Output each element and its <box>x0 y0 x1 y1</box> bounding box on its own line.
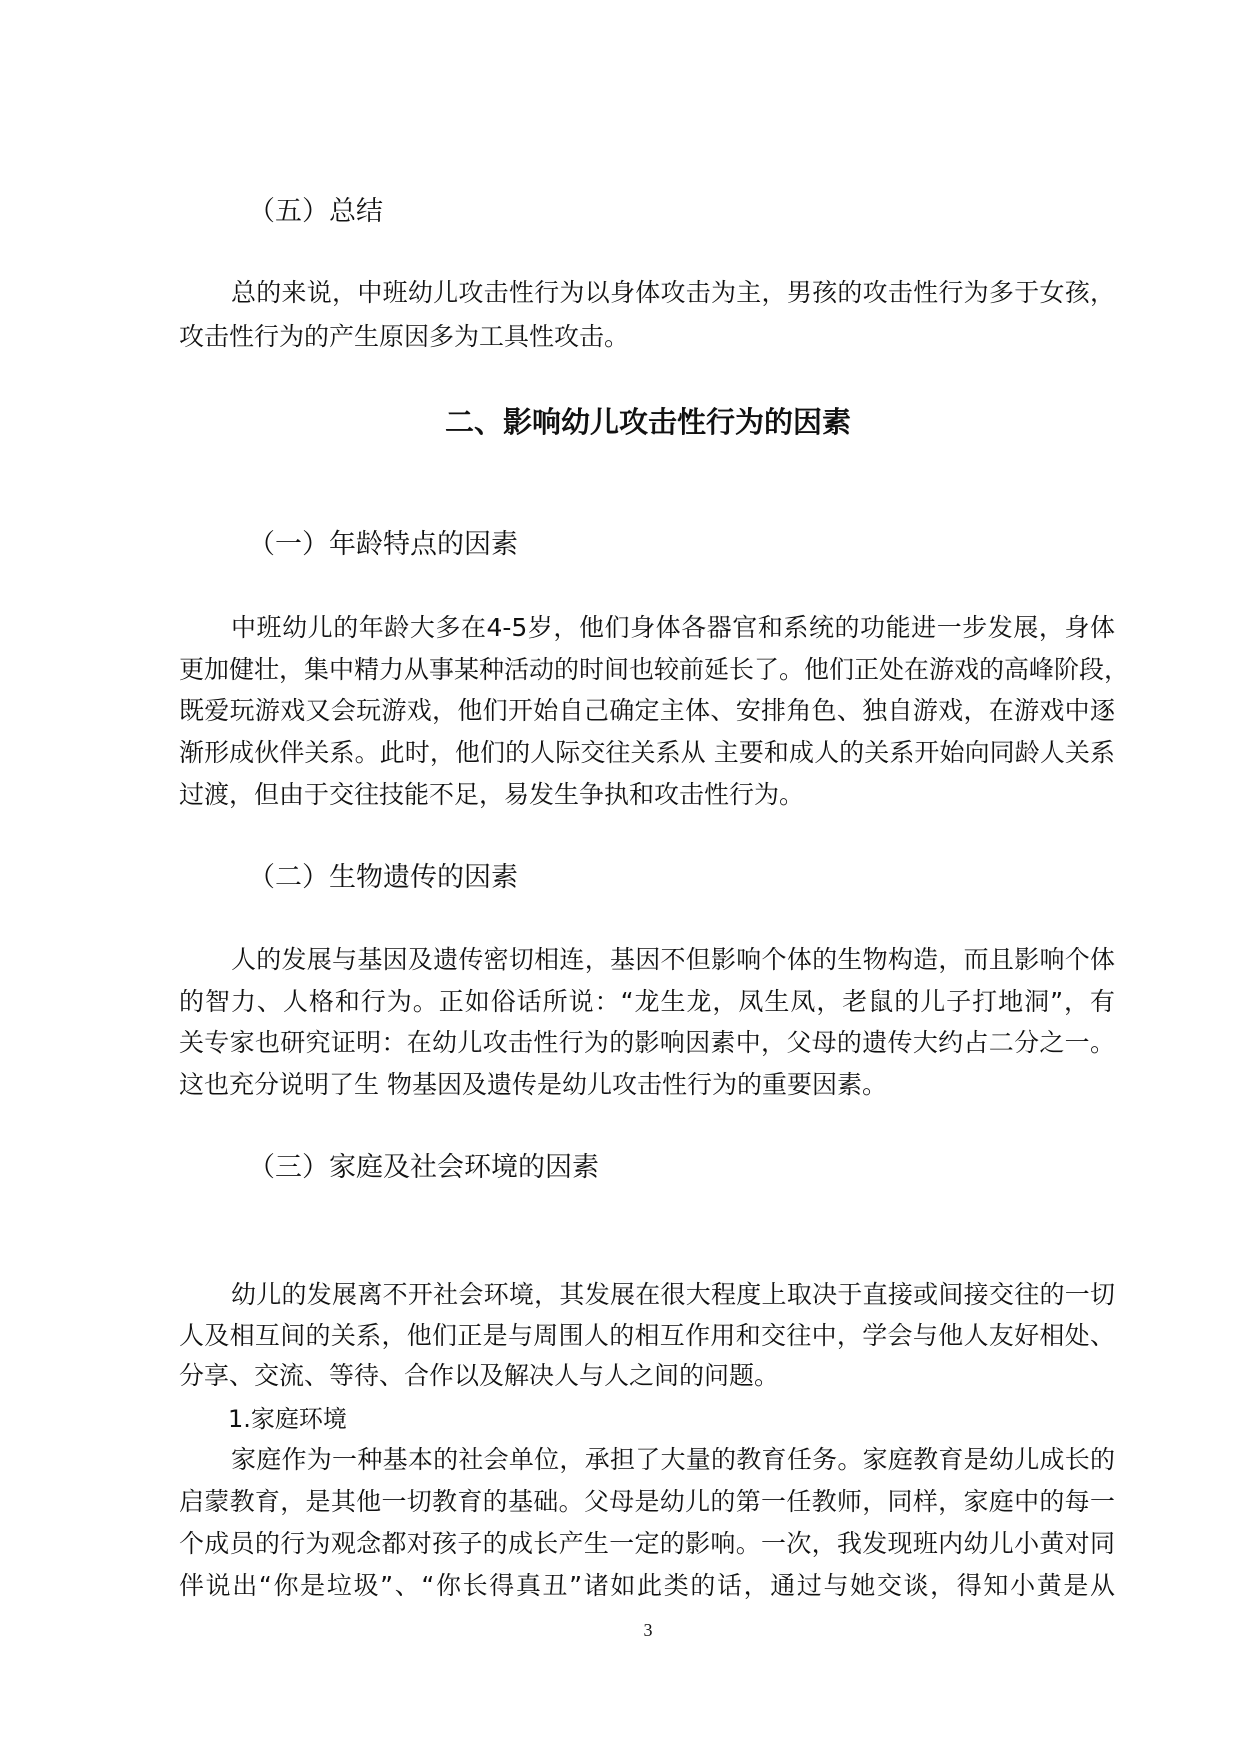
paragraph-line: 过渡，但由于交往技能不足，易发生争执和攻击性行为。 <box>179 780 805 809</box>
paragraph-line: 更加健壮，集中精力从事某种活动的时间也较前延长了。他们正处在游戏的高峰阶段， <box>179 655 1130 684</box>
paragraph-line: 中班幼儿的年龄大多在4-5岁，他们身体各器官和系统的功能进一步发展，身体 <box>231 613 1115 642</box>
paragraph-line: 攻击性行为的产生原因多为工具性攻击。 <box>179 322 630 351</box>
section-heading-genetics: （二）生物遗传的因素 <box>248 862 518 893</box>
paragraph-line: 幼儿的发展离不开社会环境，其发展在很大程度上取决于直接或间接交往的一切 <box>231 1280 1115 1309</box>
page-number: 3 <box>643 1620 653 1640</box>
paragraph-line: 总的来说，中班幼儿攻击性行为以身体攻击为主，男孩的攻击性行为多于女孩， <box>231 278 1115 307</box>
section-heading-environment: （三）家庭及社会环境的因素 <box>248 1152 599 1183</box>
paragraph-line: 个成员的行为观念都对孩子的成长产生一定的影响。一次，我发现班内幼儿小黄对同 <box>179 1529 1115 1558</box>
paragraph-line: 渐形成伙伴关系。此时，他们的人际交往关系从 主要和成人的关系开始向同龄人关系 <box>179 738 1115 767</box>
paragraph-line: 关专家也研究证明：在幼儿攻击性行为的影响因素中，父母的遗传大约占二分之一。 <box>179 1028 1115 1057</box>
section-heading-age: （一）年龄特点的因素 <box>248 529 518 560</box>
section-heading-summary: （五）总结 <box>248 196 383 227</box>
subheading-family-environment: 1.家庭环境 <box>228 1405 347 1433</box>
paragraph-line: 启蒙教育，是其他一切教育的基础。父母是幼儿的第一任教师，同样，家庭中的每一 <box>179 1487 1115 1516</box>
paragraph-line: 人及相互间的关系，他们正是与周围人的相互作用和交往中，学会与他人友好相处、 <box>179 1321 1115 1350</box>
paragraph-line: 的智力、人格和行为。正如俗话所说：“龙生龙，凤生凤，老鼠的儿子打地洞”，有 <box>179 987 1115 1016</box>
paragraph-line: 既爱玩游戏又会玩游戏，他们开始自己确定主体、安排角色、独自游戏，在游戏中逐 <box>179 696 1115 725</box>
paragraph-line: 分享、交流、等待、合作以及解决人与人之间的问题。 <box>179 1361 780 1390</box>
paragraph-line: 伴说出“你是垃圾”、“你长得真丑”诸如此类的话，通过与她交谈，得知小黄是从 <box>179 1571 1115 1600</box>
chapter-title: 二、影响幼儿攻击性行为的因素 <box>444 405 851 439</box>
paragraph-line: 这也充分说明了生 物基因及遗传是幼儿攻击性行为的重要因素。 <box>179 1070 887 1099</box>
paragraph-line: 家庭作为一种基本的社会单位，承担了大量的教育任务。家庭教育是幼儿成长的 <box>231 1445 1115 1474</box>
paragraph-line: 人的发展与基因及遗传密切相连，基因不但影响个体的生物构造，而且影响个体 <box>231 945 1115 974</box>
